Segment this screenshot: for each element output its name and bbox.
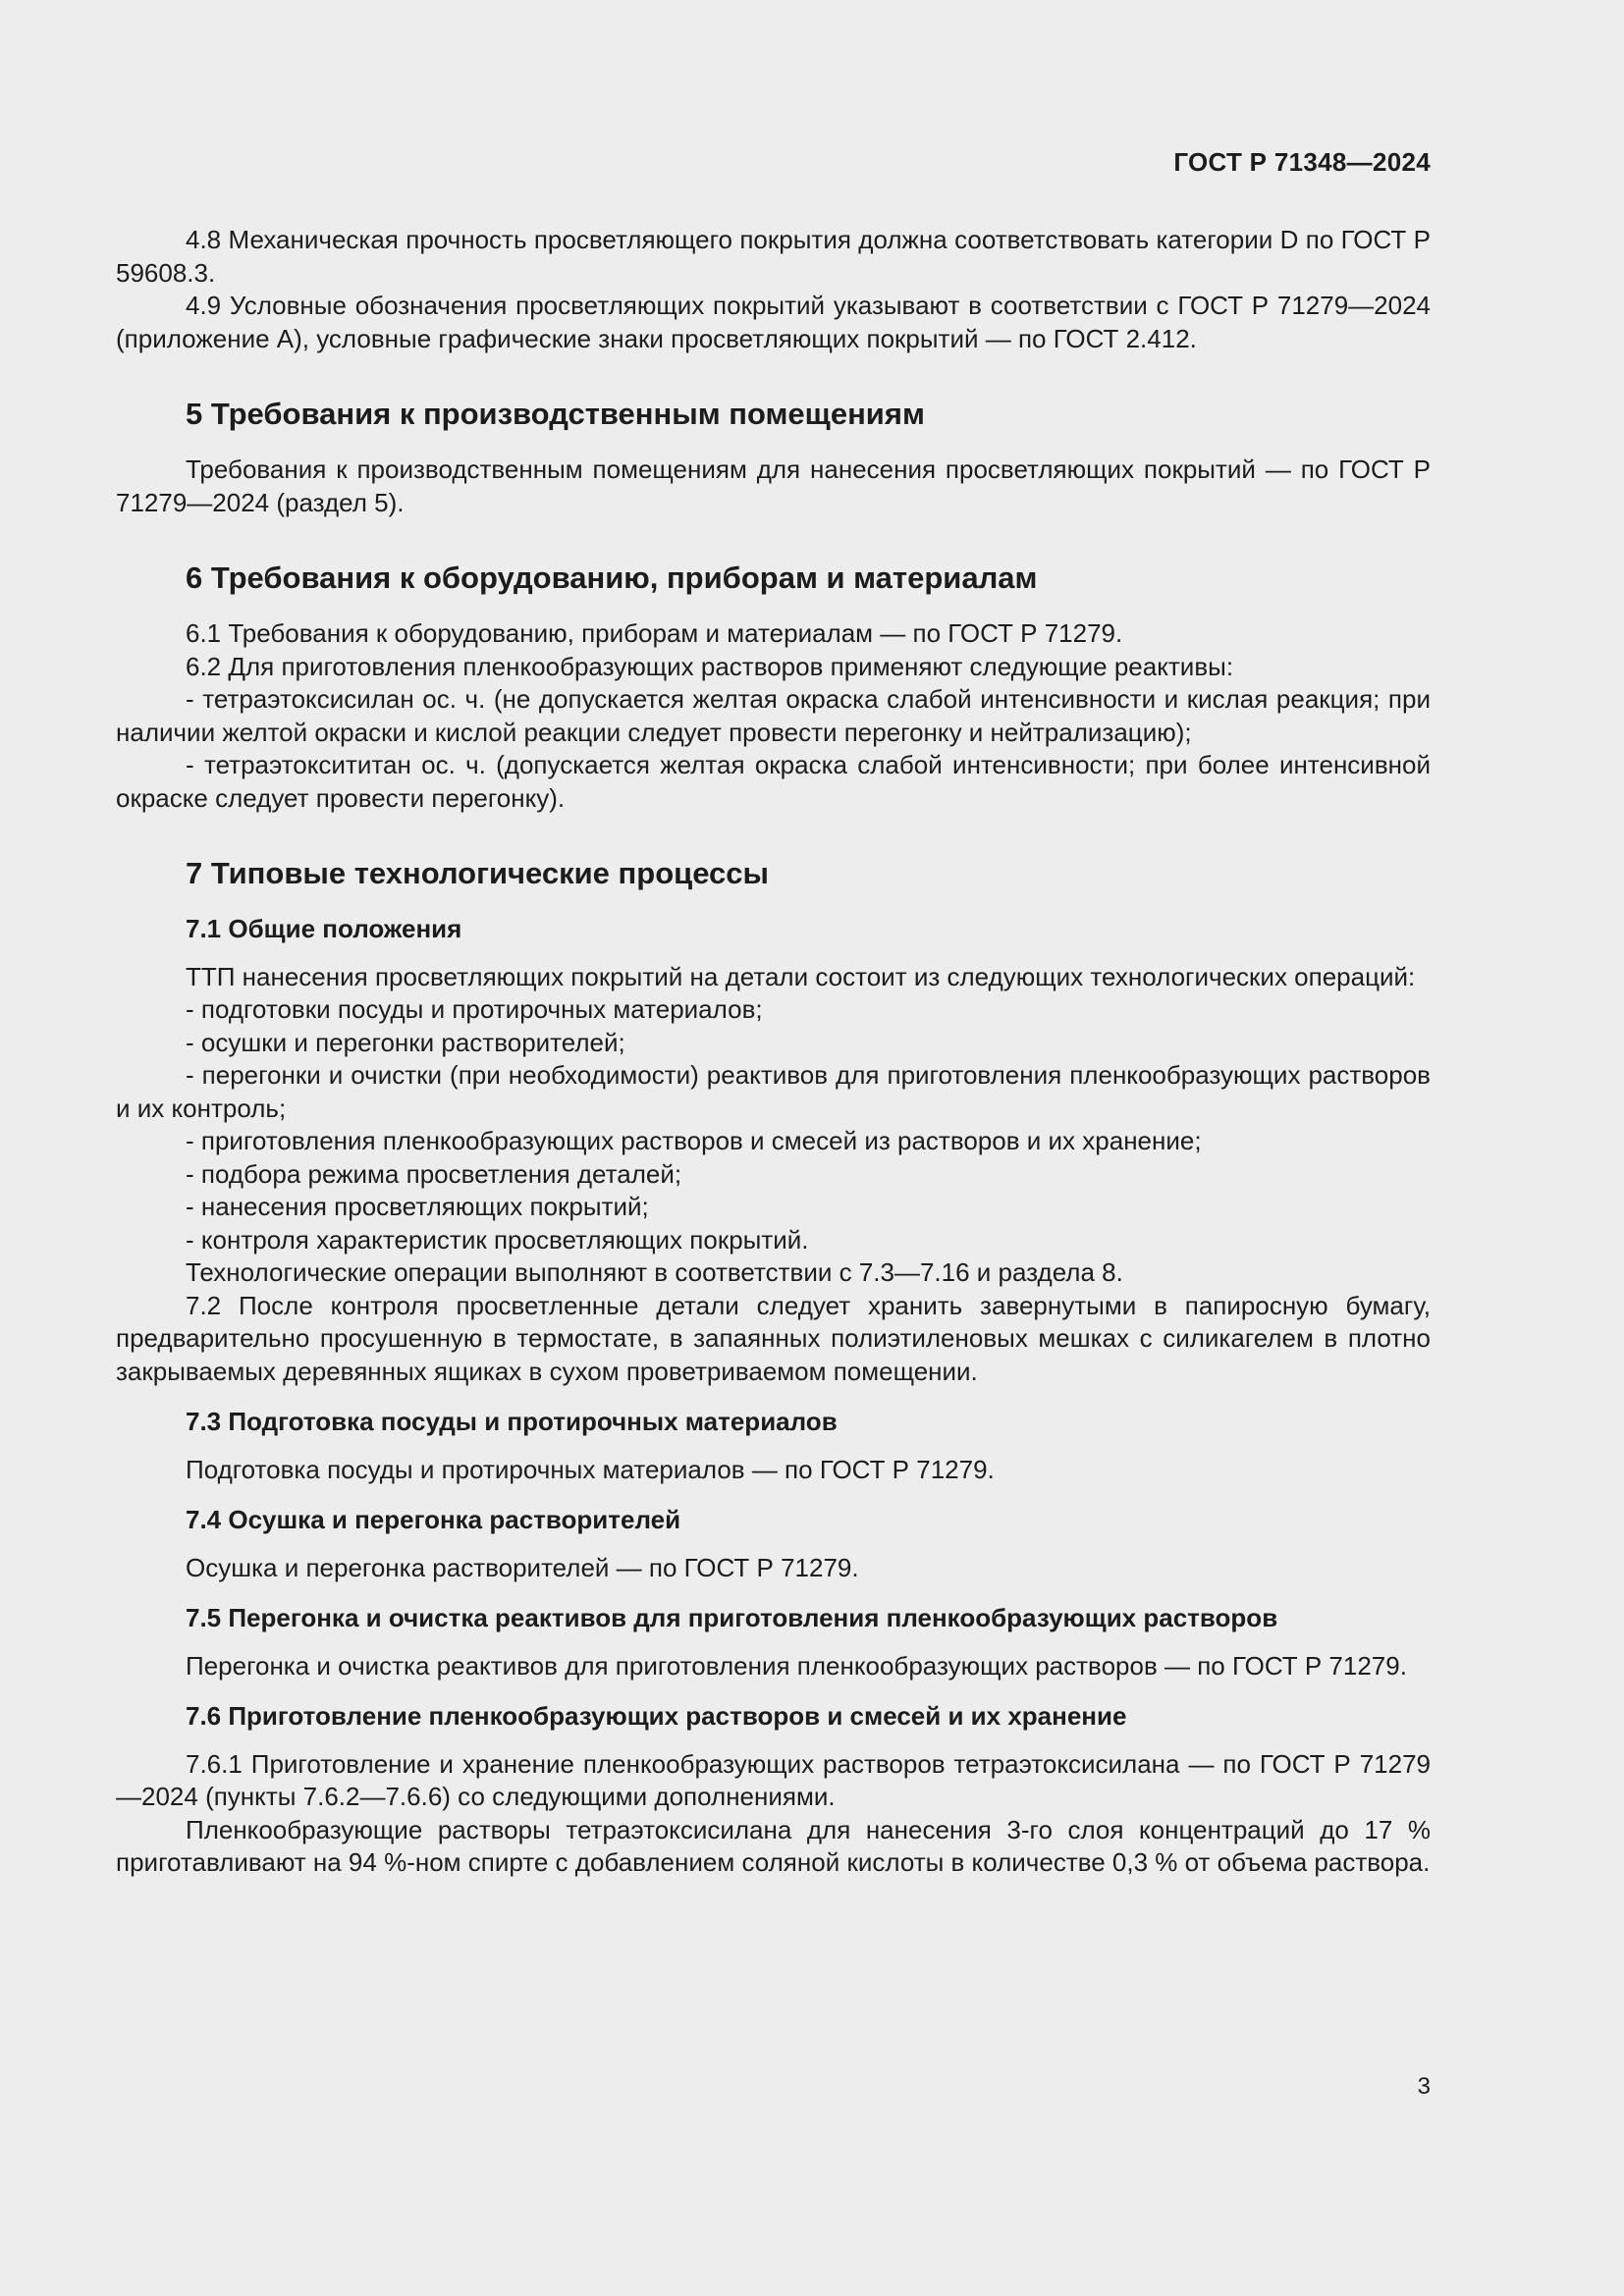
paragraph-7-2: 7.2 После контроля просветленные детали следует хранить завернутыми в папиросную бумагу, предварительно просушенную в термостате, в запаянных полиэтиленовых мешках с силикагелем в плотно закрываемых деревянных ящиках в сухом проветриваемом помещении. xyxy=(116,1290,1431,1386)
subsection-7-4-heading: 7.4 Осушка и перегонка растворителей xyxy=(186,1505,681,1534)
list-item: - нанесения просветляющих покрытий; xyxy=(186,1192,649,1221)
paragraph-6-2: 6.2 Для приготовления пленкообразующих растворов применяют следующие реактивы: xyxy=(186,651,1234,681)
page-number: 3 xyxy=(1417,2073,1431,2100)
paragraph-7-4: Осушка и перегонка растворителей — по ГОСТ Р 71279. xyxy=(186,1552,859,1582)
subsection-7-3-heading: 7.3 Подготовка посуды и протирочных материалов xyxy=(186,1407,838,1436)
section-5-heading: 5 Требования к производственным помещениям xyxy=(186,397,925,431)
paragraph-7-1: ТТП нанесения просветляющих покрытий на детали состоит из следующих технологических операций: xyxy=(186,961,1416,991)
paragraph-4-9: 4.9 Условные обозначения просветляющих покрытий указывают в соответствии с ГОСТ Р 71279—2024 (приложение А), условные графические знаки просветляющих покрытий — по ГОСТ 2.412. xyxy=(116,291,1431,353)
subsection-7-6-heading: 7.6 Приготовление пленкообразующих растворов и смесей и их хранение xyxy=(186,1701,1127,1731)
list-item: - перегонки и очистки (при необходимости) реактивов для приготовления пленкообразующих растворов и их контроль; xyxy=(116,1060,1431,1123)
paragraph-7-3: Подготовка посуды и протирочных материалов — по ГОСТ Р 71279. xyxy=(186,1454,995,1484)
paragraph-4-8: 4.8 Механическая прочность просветляющего покрытия должна соответствовать категории D по ГОСТ Р 59608.3. xyxy=(116,225,1431,288)
paragraph-7-6-1: 7.6.1 Приготовление и хранение пленкообразующих растворов тетраэтоксисилана — по ГОСТ Р 71279—2024 (пункты 7.6.2—7.6.6) со следующими дополнениями. xyxy=(116,1748,1431,1811)
section-7-heading: 7 Типовые технологические процессы xyxy=(186,856,769,890)
paragraph-7-5: Перегонка и очистка реактивов для приготовления пленкообразующих растворов — по ГОСТ Р 71279. xyxy=(186,1650,1407,1681)
page-content xyxy=(116,224,1431,1880)
section-6-heading: 6 Требования к оборудованию, приборам и материалам xyxy=(186,561,1038,595)
list-item: - подбора режима просветления деталей; xyxy=(186,1158,682,1189)
list-item: - подготовки посуды и протирочных материалов; xyxy=(186,994,763,1024)
subsection-7-5-heading: 7.5 Перегонка и очистка реактивов для приготовления пленкообразующих растворов xyxy=(186,1603,1278,1632)
paragraph-6-1: 6.1 Требования к оборудованию, приборам и материалам — по ГОСТ Р 71279. xyxy=(186,618,1123,648)
list-item: - осушки и перегонки растворителей; xyxy=(186,1027,625,1057)
list-item: - контроля характеристик просветляющих покрытий. xyxy=(186,1224,809,1255)
list-item: - тетраэтоксититан ос. ч. (допускается желтая окраска слабой интенсивности; при более интенсивной окраске следует провести перегонку). xyxy=(116,750,1431,813)
paragraph-7-6-1-addition: Пленкообразующие растворы тетраэтоксисилана для нанесения 3-го слоя концентраций до 17 % приготавливают на 94 %-ном спирте с добавлением соляной кислоты в количестве 0,3 % от объема раствора. xyxy=(116,1814,1431,1877)
document-number: ГОСТ Р 71348—2024 xyxy=(1173,147,1431,177)
list-item: - приготовления пленкообразующих растворов и смесей из растворов и их хранение; xyxy=(186,1126,1202,1155)
paragraph-7-1-operations: Технологические операции выполняют в соответствии с 7.3—7.16 и раздела 8. xyxy=(186,1257,1123,1287)
list-item: - тетраэтоксисилан ос. ч. (не допускается желтая окраска слабой интенсивности и кислая реакция; при наличии желтой окраски и кислой реакции следует провести перегонку и нейтрализацию); xyxy=(116,684,1431,747)
paragraph-5: Требования к производственным помещениям для нанесения просветляющих покрытий — по ГОСТ Р 71279—2024 (раздел 5). xyxy=(116,454,1431,517)
subsection-7-1-heading: 7.1 Общие положения xyxy=(186,914,462,943)
